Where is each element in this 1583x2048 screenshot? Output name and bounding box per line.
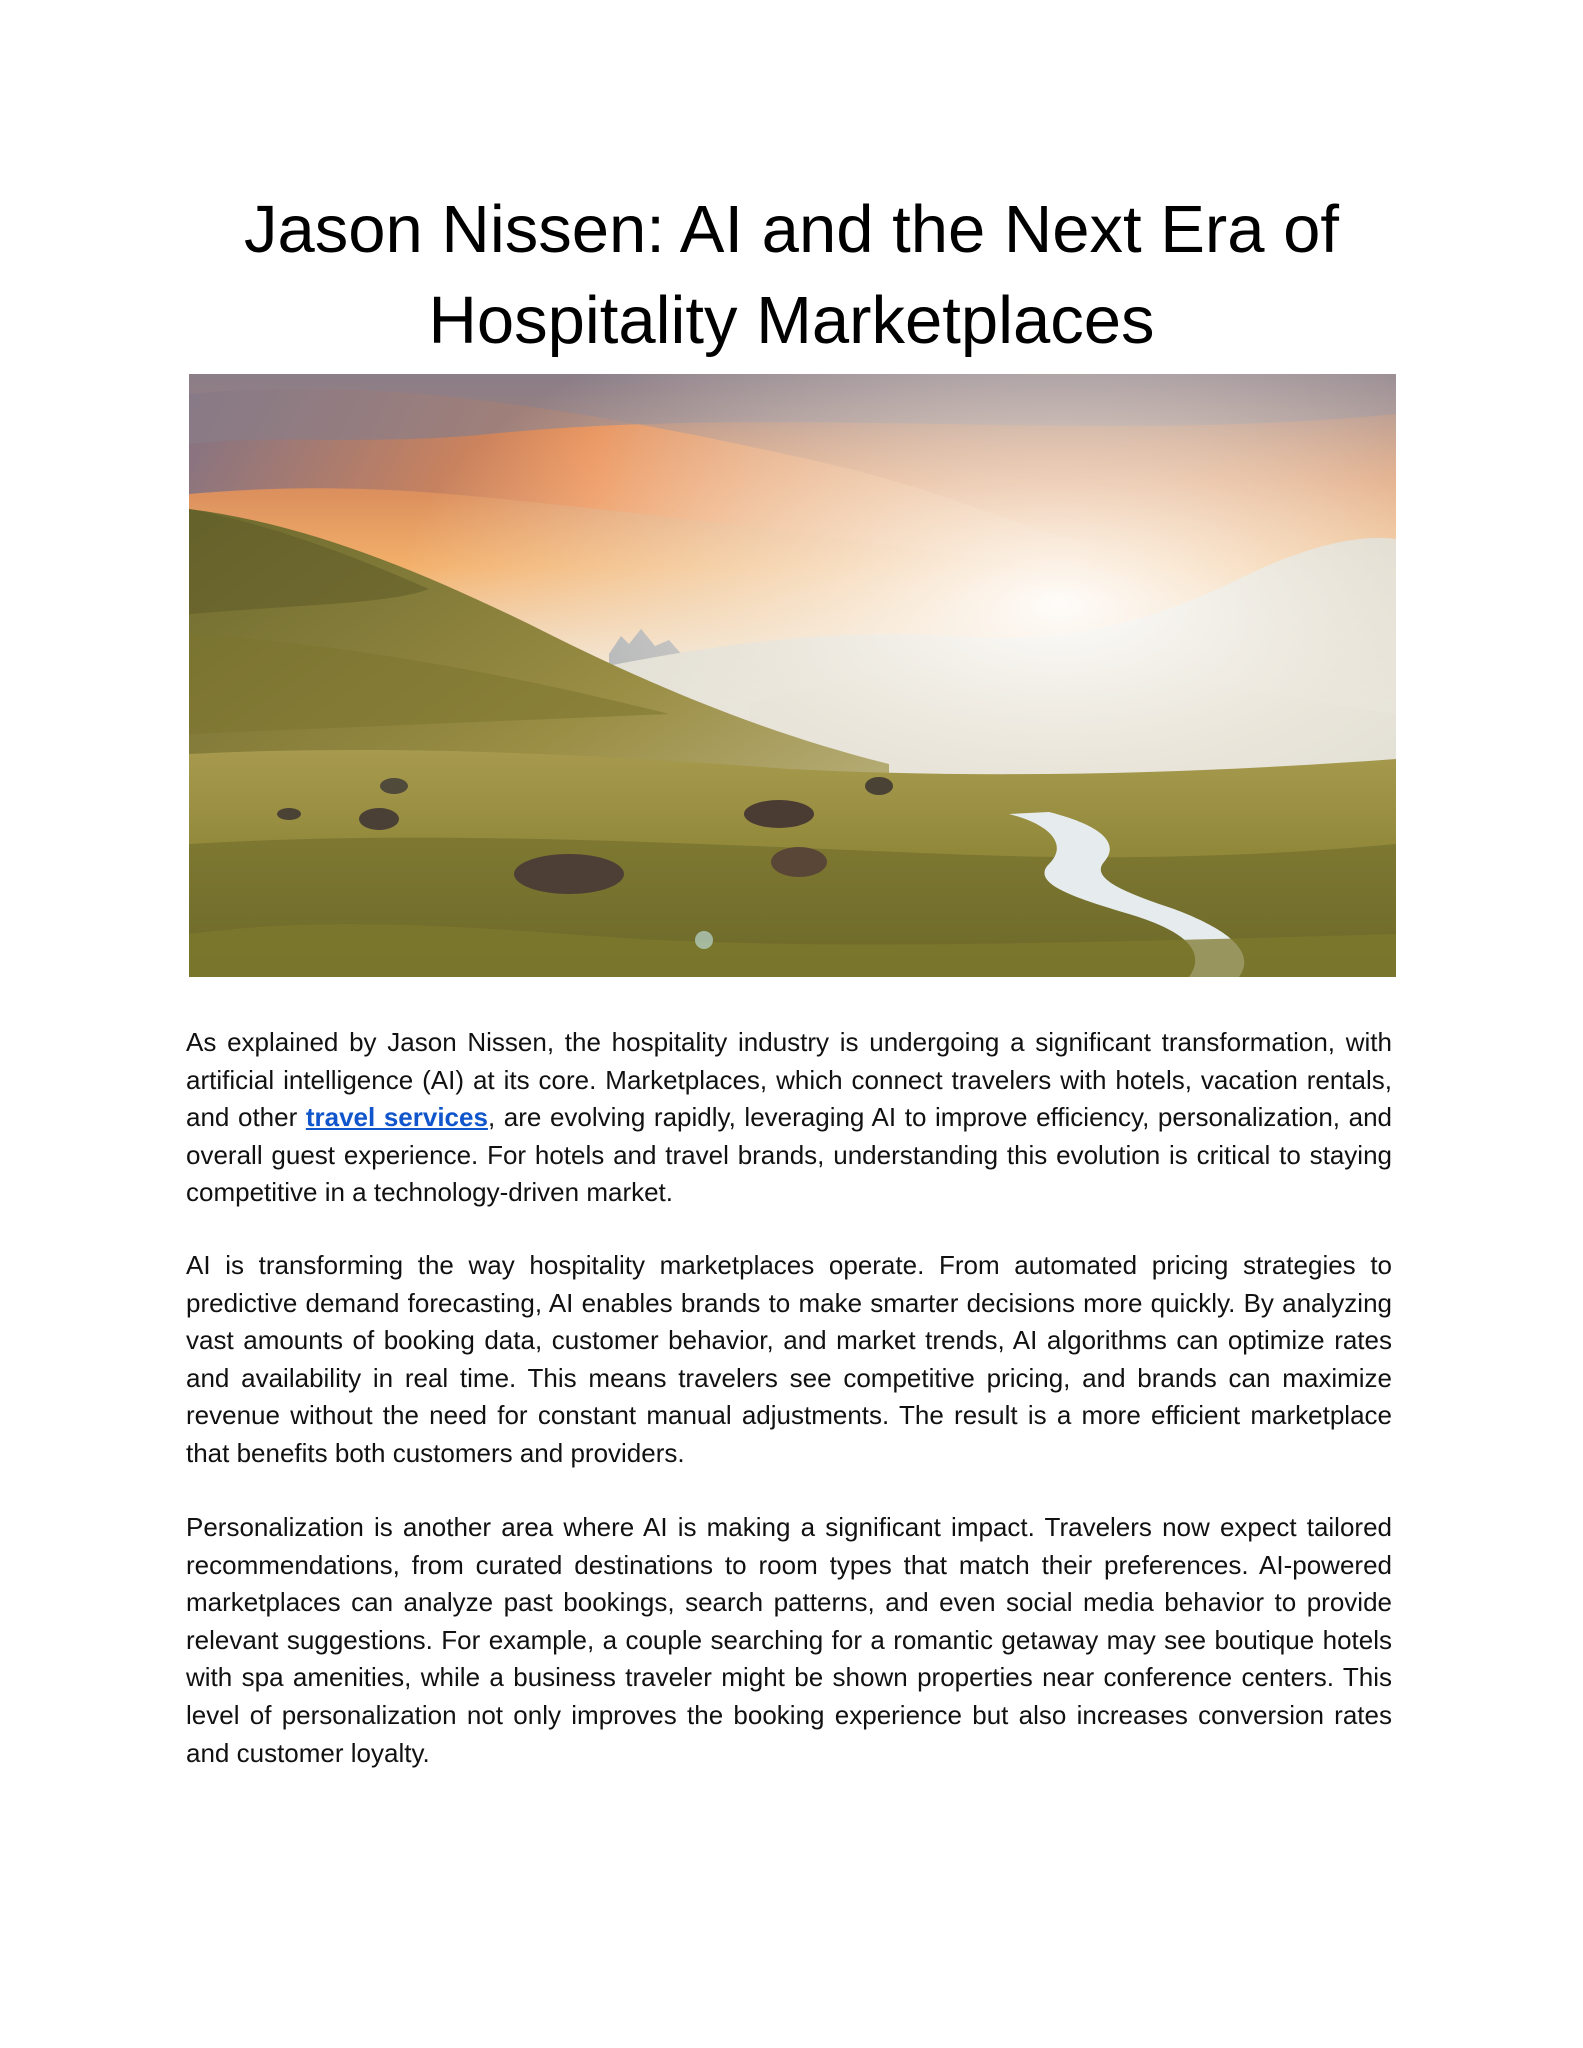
page-title: Jason Nissen: AI and the Next Era of Hospitality Marketplaces <box>244 192 1339 358</box>
paragraph-2: AI is transforming the way hospitality marketplaces operate. From automated pricing strategies to predictive demand forecasting, AI enables brands to make smarter decisions more quickly. By analyzing vast amounts of booking data, customer behavior, and market trends, AI algorithms can optimize rates and availability in real time. This means travelers see competitive pricing, and brands can maximize revenue without the need for constant manual adjustments. The result is a more efficient marketplace that benefits both customers and providers. <box>186 1250 1392 1468</box>
paragraph-3: Personalization is another area where AI is making a significant impact. Travelers now expect tailored recommendations, from curated destinations to room types that match their preferences. AI-powered marketplaces can analyze past bookings, search patterns, and even social media behavior to provide relevant suggestions. For example, a couple searching for a romantic getaway may see boutique hotels with spa amenities, while a business traveler might be shown properties near conference centers. This level of personalization not only improves the booking experience but also increases conversion rates and customer loyalty. <box>186 1512 1392 1768</box>
paragraph-1-text-after-link: , are evolving rapidly, leveraging AI to improve efficiency, personalization, and overall guest experience. For hotels and travel brands, understanding this evolution is critical to staying competitive in a technology-driven market. <box>186 1102 1392 1208</box>
paragraph-1-text-before-link: As explained by Jason Nissen, the hospitality industry is undergoing a significant transformation, with artificial intelligence (AI) at its core. Marketplaces, which connect travelers with hotels, vacation rentals, and other <box>186 1027 1392 1133</box>
travel-services-link[interactable]: travel services <box>305 1102 488 1133</box>
mountain-valley-landscape-image <box>189 374 1396 977</box>
paragraph-1 <box>186 1024 1392 1212</box>
